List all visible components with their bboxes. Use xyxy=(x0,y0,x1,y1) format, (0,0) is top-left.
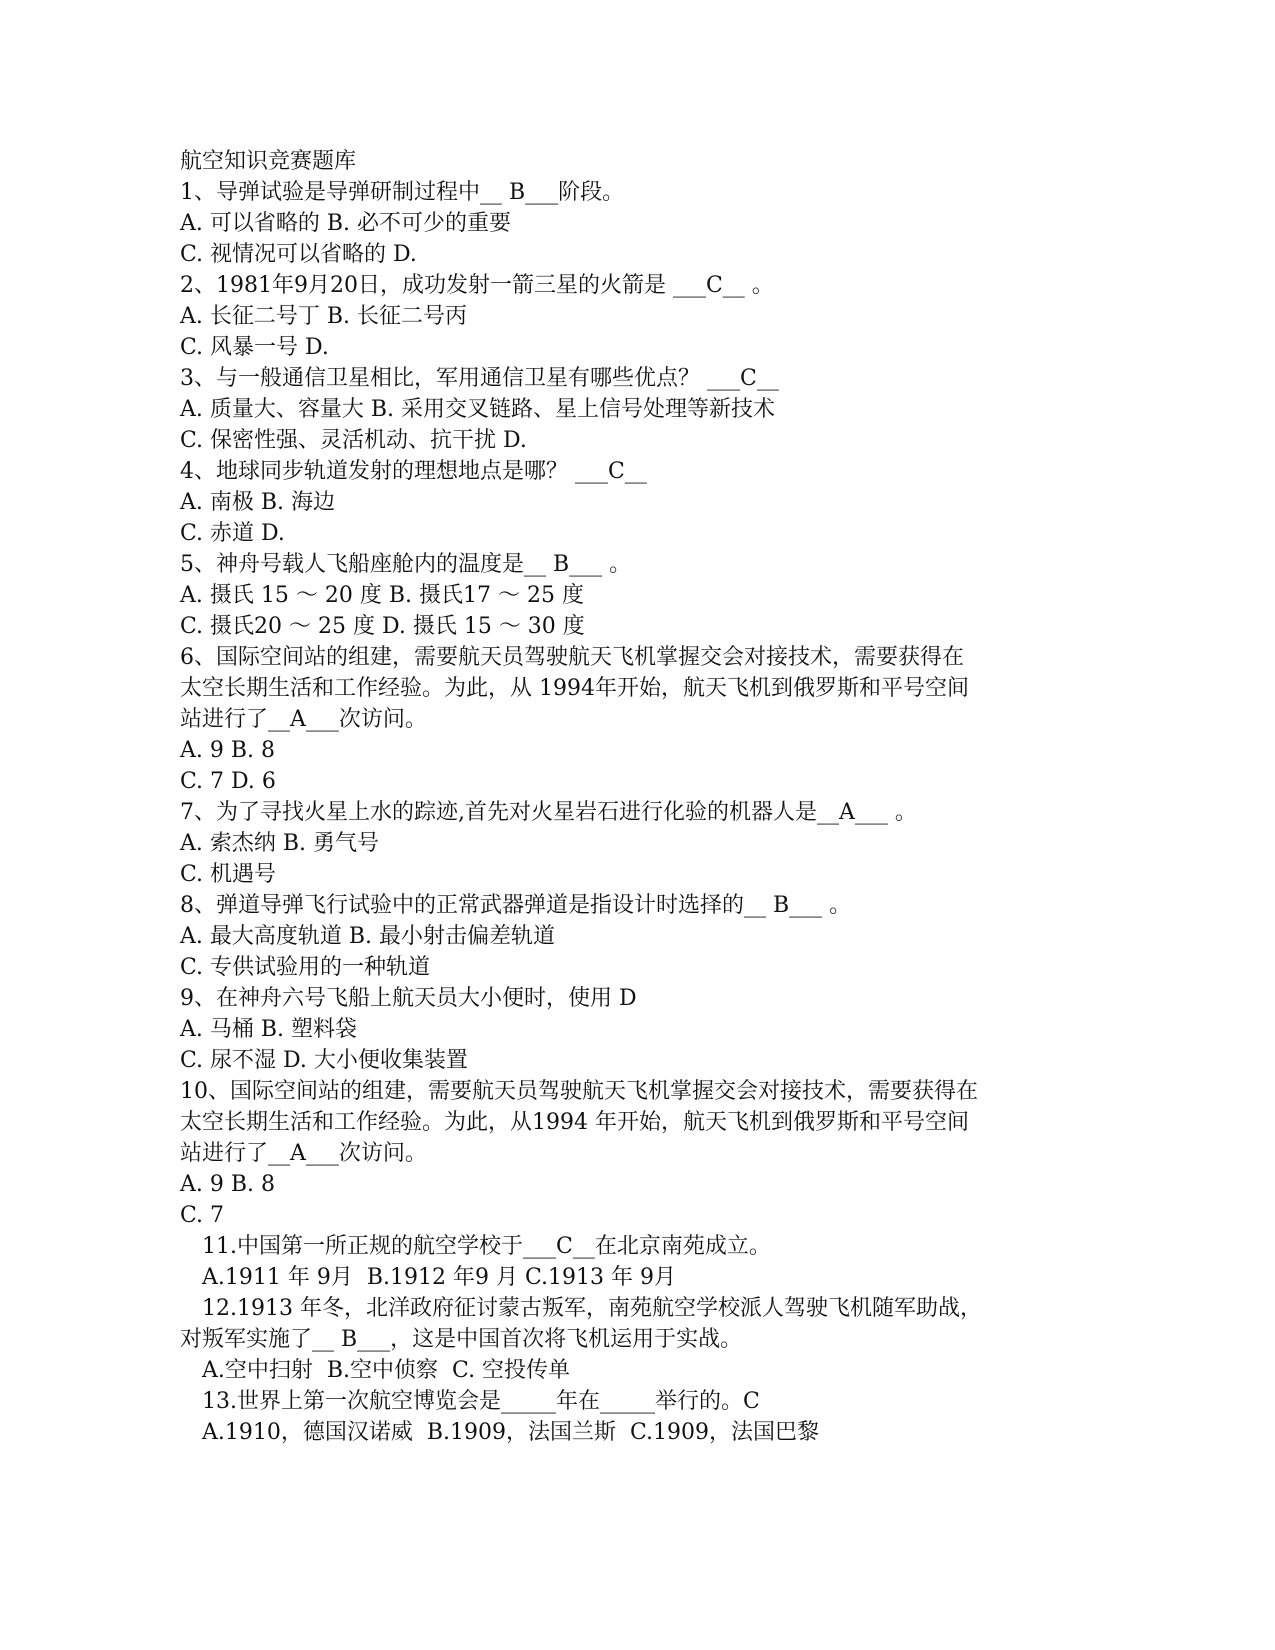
question-11: 11.中国第一所正规的航空学校于___C__在北京南苑成立。 xyxy=(202,1234,771,1259)
question-4: 4、地球同步轨道发射的理想地点是哪？ ___C__ xyxy=(180,459,647,484)
question-10-line-3: 站进行了__A___次访问。 xyxy=(180,1141,427,1166)
question-5-options-cd: C. 摄氏20 ～ 25 度 D. 摄氏 15 ～ 30 度 xyxy=(180,614,585,639)
question-10-line-2: 太空长期生活和工作经验。为此，从1994 年开始，航天飞机到俄罗斯和平号空间 xyxy=(180,1110,969,1135)
question-3-options-cd: C. 保密性强、灵活机动、抗干扰 D. xyxy=(180,428,527,453)
question-8-options-c: C. 专供试验用的一种轨道 xyxy=(180,955,431,980)
question-10-options-c: C. 7 xyxy=(180,1203,225,1228)
question-12-options: A.空中扫射 B.空中侦察 C. 空投传单 xyxy=(202,1358,571,1383)
question-11-options: A.1911 年 9月 B.1912 年9 月 C.1913 年 9月 xyxy=(202,1265,676,1290)
question-1: 1、导弹试验是导弹研制过程中__ B___阶段。 xyxy=(180,180,625,205)
question-2-options-cd: C. 风暴一号 D. xyxy=(180,335,329,360)
question-12-line-2: 对叛军实施了__ B___，这是中国首次将飞机运用于实战。 xyxy=(180,1327,743,1352)
question-6-line-1: 6、国际空间站的组建，需要航天员驾驶航天飞机掌握交会对接技术，需要获得在 xyxy=(180,645,964,670)
question-13: 13.世界上第一次航空博览会是_____年在_____举行的。C xyxy=(202,1389,760,1414)
question-8: 8、弹道导弹飞行试验中的正常武器弹道是指设计时选择的__ B___ 。 xyxy=(180,893,852,918)
question-5: 5、神舟号载人飞船座舱内的温度是__ B___ 。 xyxy=(180,552,632,577)
question-2-options-ab: A. 长征二号丁 B. 长征二号丙 xyxy=(180,304,468,329)
question-1-options-ab: A. 可以省略的 B. 必不可少的重要 xyxy=(180,211,512,236)
question-12-line-1: 12.1913 年冬，北洋政府征讨蒙古叛军，南苑航空学校派人驾驶飞机随军助战， xyxy=(202,1296,982,1321)
question-7-options-ab: A. 索杰纳 B. 勇气号 xyxy=(180,831,380,856)
question-4-options-cd: C. 赤道 D. xyxy=(180,521,285,546)
question-1-options-cd: C. 视情况可以省略的 D. xyxy=(180,242,417,267)
question-7: 7、为了寻找火星上水的踪迹,首先对火星岩石进行化验的机器人是__A___ 。 xyxy=(180,800,917,825)
question-6-line-2: 太空长期生活和工作经验。为此，从 1994年开始，航天飞机到俄罗斯和平号空间 xyxy=(180,676,969,701)
question-9-options-cd: C. 尿不湿 D. 大小便收集装置 xyxy=(180,1048,468,1073)
question-10-line-1: 10、国际空间站的组建，需要航天员驾驶航天飞机掌握交会对接技术，需要获得在 xyxy=(180,1079,978,1104)
question-4-options-ab: A. 南极 B. 海边 xyxy=(180,490,336,515)
document-title: 航空知识竞赛题库 xyxy=(180,149,357,174)
document-body xyxy=(180,146,1080,1448)
question-2: 2、1981年9月20日，成功发射一箭三星的火箭是 ___C__ 。 xyxy=(180,273,774,298)
question-5-options-ab: A. 摄氏 15 ～ 20 度 B. 摄氏17 ～ 25 度 xyxy=(180,583,584,608)
question-6-options-cd: C. 7 D. 6 xyxy=(180,769,276,794)
question-6-line-3: 站进行了__A___次访问。 xyxy=(180,707,427,732)
question-10-options-ab: A. 9 B. 8 xyxy=(180,1172,276,1197)
question-3-options-ab: A. 质量大、容量大 B. 采用交叉链路、星上信号处理等新技术 xyxy=(180,397,776,422)
question-9: 9、在神舟六号飞船上航天员大小便时，使用 D xyxy=(180,986,637,1011)
question-6-options-ab: A. 9 B. 8 xyxy=(180,738,276,763)
question-3: 3、与一般通信卫星相比，军用通信卫星有哪些优点？ ___C__ xyxy=(180,366,779,391)
question-9-options-ab: A. 马桶 B. 塑料袋 xyxy=(180,1017,358,1042)
question-7-options-c: C. 机遇号 xyxy=(180,862,277,887)
question-13-options: A.1910，德国汉诺威 B.1909，法国兰斯 C.1909，法国巴黎 xyxy=(202,1420,820,1445)
question-8-options-ab: A. 最大高度轨道 B. 最小射击偏差轨道 xyxy=(180,924,556,949)
